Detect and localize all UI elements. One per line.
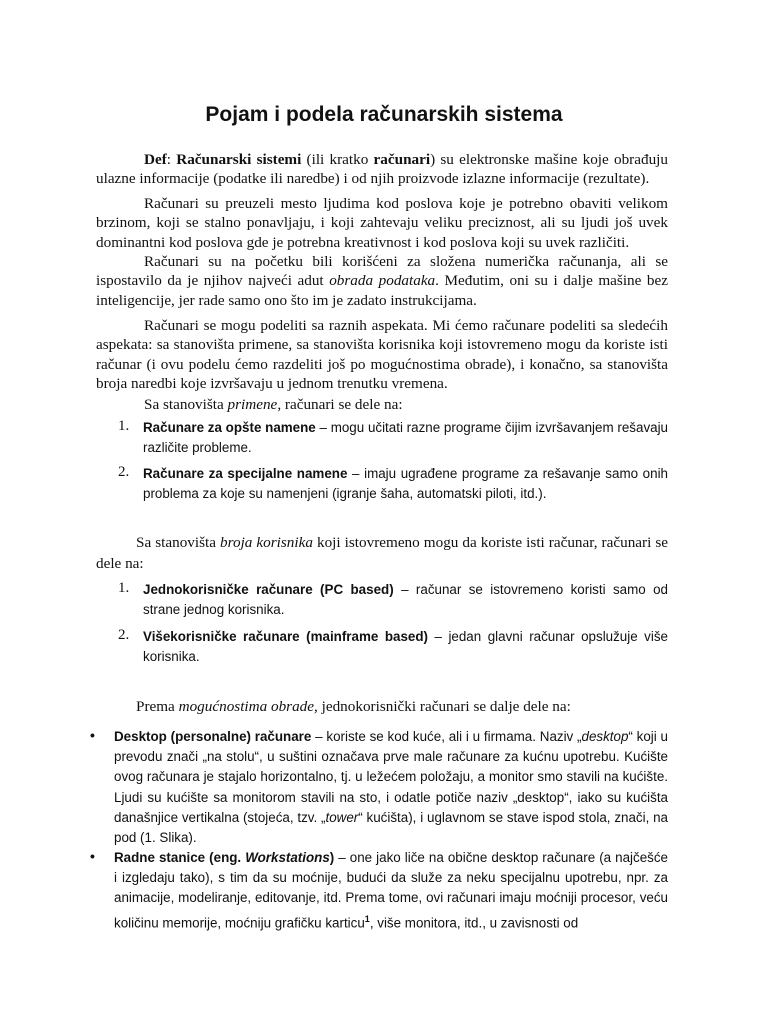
list-item-rest: – jedan glavni računar opslužuje više korisnika. (143, 629, 668, 665)
bullet-icon: • (90, 848, 95, 864)
p3-emphasis: obrada podataka (329, 272, 436, 290)
def-colon: : (166, 151, 177, 168)
section-obrade-intro (96, 697, 668, 716)
bullet2-bold-2: ) (329, 850, 335, 865)
list-number: 1. (118, 580, 130, 596)
list-item-bold: Višekorisničke računare (mainframe based) (143, 629, 428, 644)
bullet2-text-2: , više monitora, itd., u zavisnosti od (369, 915, 579, 931)
list-number: 2. (118, 464, 130, 480)
bullet2-text-1: – one jako liče na obične desktop računare (a najčešće i izgledaju tako), s tim da su moćnije, budući da služe za neku specijalnu upotrebu, npr. za animacije, modeliranje, editovanje, itd. Prema tome, ovi računari imaju moćniji procesor, veću količinu memorije, moćniju grafičku karticu (114, 850, 669, 931)
list-item (90, 848, 668, 933)
bullet1-text-2: “ koji u prevodu znači „na stolu“, u suštini označava prve male računare za kućnu upotrebu. Kućište ovog računara je stajalo horizontalno, tj. u ležećem položaju, a monitor smo stavili na kućište. Ljudi su kućište sa monitorom stavili na sto, i odatle potiče naziv „desktop“, iako su kućišta današnjice vertikalna (stojeća, tzv. „ (114, 729, 668, 825)
s2-emphasis: broja korisnika (220, 534, 313, 551)
s2-text-a: Sa stanovišta (136, 534, 221, 551)
bullet2-bold-a (114, 850, 334, 865)
list-item-text (114, 727, 668, 848)
list-item (118, 464, 668, 504)
paragraph-3 (96, 252, 668, 310)
bullet1-text-3: “ kućišta), i uglavnom se stave ispod stola, znači, na pod (1. Slika). (114, 809, 669, 846)
list-item-text (143, 464, 668, 504)
paragraph-2: Računari su preuzeli mesto ljudima kod poslova koje je potrebno obaviti velikom brzinom, koji se stalno ponavljaju, i koji zahtevaju veliku preciznost, ali su ljudi još uvek dominantni kod poslova gde je potrebna kreativnost i kod poslova koji su uvek različiti. (96, 195, 668, 251)
s1-emphasis: primene (227, 396, 278, 413)
paragraph-4: Računari se mogu podeliti sa raznih aspekata. Mi ćemo računare podeliti sa sledećih aspekata: sa stanovišta primene, sa stanovišta korisnika koji istovremeno mogu da koriste isti računar (i ovu podelu ćemo razdeliti još po mogućnostima obrade), i konačno, sa stanovišta broja naredbi koje izvršavaju u jednom trenutku vremena. (96, 317, 668, 393)
list-item-text (143, 627, 668, 667)
def-term: Računarski sistemi (176, 151, 302, 168)
list-item-rest: – računar se istovremeno koristi samo od strane jednog korisnika. (143, 582, 668, 618)
s3-text-b: , jednokorisnički računari se dalje dele na: (314, 698, 571, 715)
def-text-2: ) su elektronske mašine koje obrađuju ulazne informacije (podatke ili naredbe) i od njih proizvode izlazne informacije (rezultate). (96, 151, 668, 188)
list-item-text (143, 418, 668, 458)
p3-text-b: . Međutim, oni su i dalje mašine bez inteligencije, jer rade samo ono što im je zadato instrukcijama. (96, 272, 668, 309)
s3-emphasis: mogućnostima obrade (178, 698, 315, 715)
list-number: 1. (118, 418, 130, 434)
s3-text-a: Prema (136, 698, 179, 715)
bullet2-bold-1: Radne stanice (eng. (114, 850, 246, 865)
list-item (90, 727, 668, 848)
bullet2-emphasis: Workstations (245, 850, 330, 865)
def-lead: Def (144, 151, 167, 168)
list-item-bold: Desktop (personalne) računare (114, 729, 312, 744)
s1-text-b: , računari se dele na: (277, 396, 403, 413)
footnote-marker[interactable]: 1 (364, 913, 370, 924)
list-item-rest: – imaju ugrađene programe za rešavanje samo onih problema za koje su namenjeni (igranje šaha, automatski piloti, itd.). (143, 466, 668, 502)
list-item-rest: – mogu učitati razne programe čijim izvršavanjem rešavaju različite probleme. (143, 420, 669, 456)
list-item-text (143, 580, 668, 620)
list-item (118, 418, 668, 458)
bullet1-emphasis-2: tower (325, 809, 359, 825)
s1-text-a: Sa stanovišta (144, 396, 228, 413)
def-term-2: računari (373, 151, 431, 168)
section-korisnika-intro (96, 532, 668, 574)
list-number: 2. (118, 627, 130, 643)
bullet1-emphasis-1: desktop (581, 729, 629, 744)
definition-paragraph (96, 150, 668, 189)
s2-text-b: koji istovremeno mogu da koriste isti računar, računari se dele na: (96, 534, 668, 572)
list-item-bold: Računare za opšte namene (143, 420, 316, 435)
list-item (118, 580, 668, 620)
list-item-bold: Jednokorisničke računare (PC based) (143, 582, 394, 597)
list-item-text (114, 848, 668, 933)
def-text-1: (ili kratko (301, 151, 374, 168)
bullet1-text-1: – koriste se kod kuće, ali i u firmama. Naziv „ (311, 729, 582, 744)
section-primene-intro (96, 395, 668, 414)
page-title: Pojam i podela računarskih sistema (205, 103, 563, 126)
p3-text-a: Računari su na početku bili korišćeni za složena numerička računanja, ali se ispostavilo da je njihov najveći adut (96, 253, 668, 290)
bullet-icon: • (90, 727, 95, 743)
list-item (118, 627, 668, 667)
list-item-bold: Računare za specijalne namene (143, 466, 348, 481)
